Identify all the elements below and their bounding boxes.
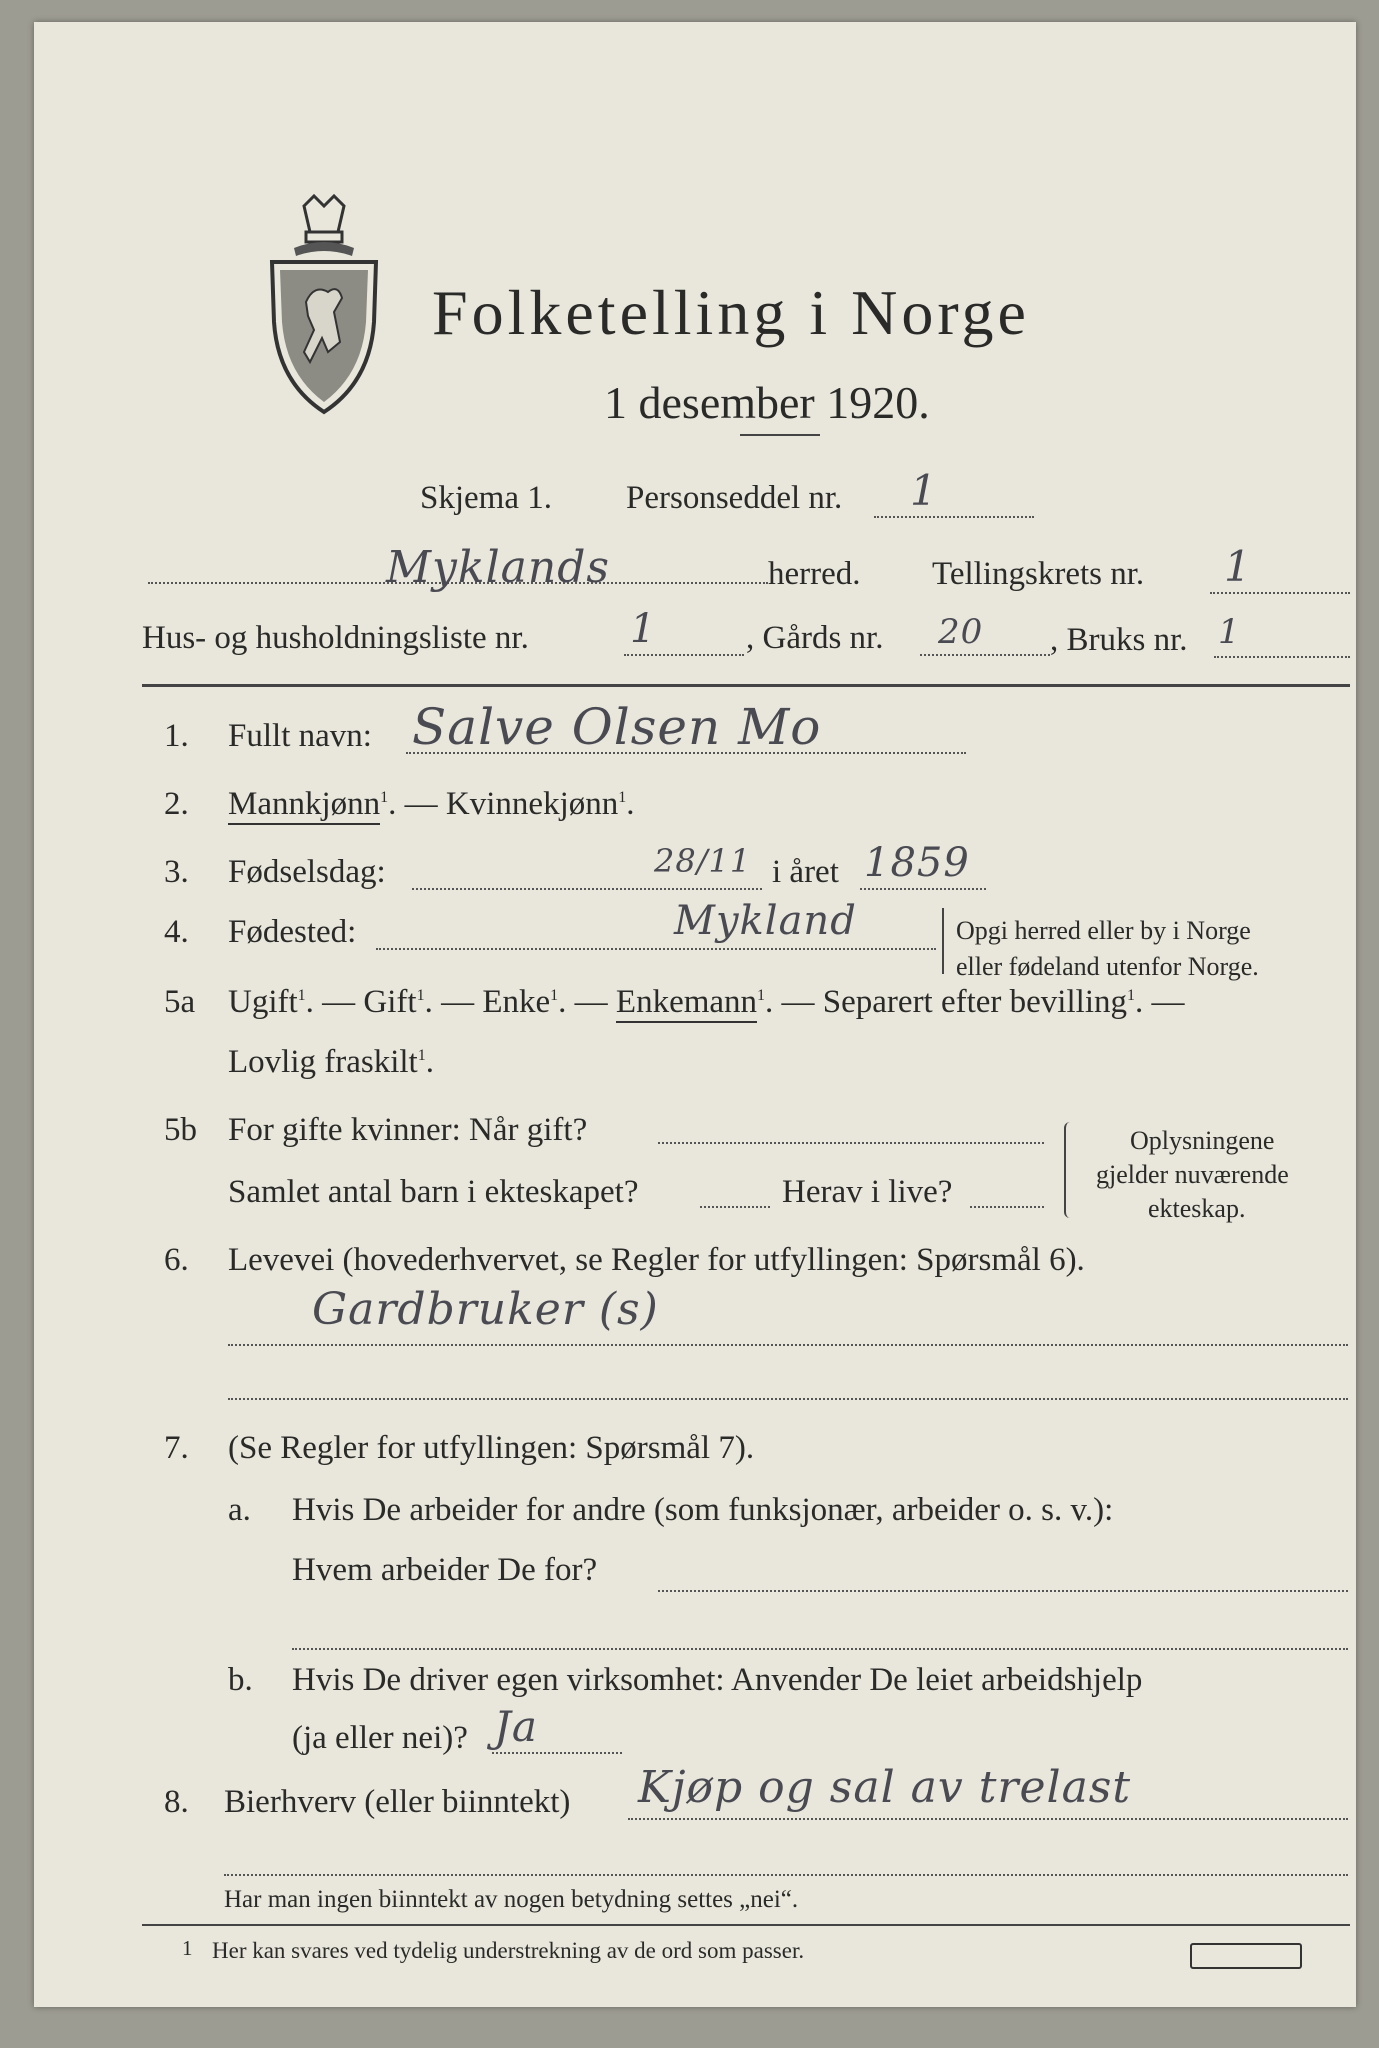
q8-answer: Kjøp og sal av trelast (638, 1762, 1132, 1813)
footer-rule (142, 1924, 1350, 1926)
bruks-line (1214, 656, 1350, 658)
q3-number: 3. (164, 854, 189, 890)
gards-line (920, 654, 1050, 656)
q7a-label1: Hvis De arbeider for andre (som funksjonær, arbeider o. s. v.): (292, 1492, 1114, 1528)
q1-number: 1. (164, 718, 189, 754)
q3-day-line (412, 888, 762, 890)
q3-year-value: 1859 (864, 840, 970, 886)
q2-number: 2. (164, 786, 189, 822)
q5b-brace (1064, 1122, 1072, 1218)
printer-stamp (1190, 1943, 1302, 1969)
q6-label: Levevei (hovederhvervet, se Regler for utfyllingen: Spørsmål 6). (228, 1242, 1085, 1278)
form-date: 1 desember 1920. (604, 377, 930, 428)
census-form (34, 22, 1356, 2007)
q5b-line1 (658, 1142, 1044, 1144)
q6-answer: Gardbruker (s) (312, 1284, 659, 1335)
q5b-label1: For gifte kvinner: Når gift? (228, 1112, 588, 1148)
q3-year-line (860, 888, 986, 890)
tellingskrets-label: Tellingskrets nr. (932, 556, 1145, 592)
personseddel-value: 1 (910, 466, 938, 515)
header-rule (142, 684, 1350, 687)
q6-line1 (228, 1344, 1348, 1346)
gards-label: , Gårds nr. (746, 620, 884, 656)
q7a-label2: Hvem arbeider De for? (292, 1552, 598, 1588)
husholdningsliste-label: Hus- og husholdningsliste nr. (142, 620, 529, 656)
q8-label: Bierhverv (eller biinntekt) (224, 1784, 571, 1820)
q4-brace (942, 908, 948, 974)
q1-label: Fullt navn: (228, 718, 372, 754)
q7b-line (492, 1752, 622, 1754)
q5b-note-line2: gjelder nuværende (1096, 1160, 1289, 1189)
coat-of-arms-icon (264, 192, 384, 417)
q2-option-kvinne: Kvinnekjønn (445, 786, 619, 822)
footnote-mark: 1 (182, 1936, 193, 1960)
q4-note-line2: eller fødeland utenfor Norge. (956, 952, 1259, 981)
q8-line1 (628, 1818, 1348, 1820)
q5b-label3: Herav i live? (782, 1174, 953, 1210)
q7b-label1: Hvis De driver egen virksomhet: Anvender De leiet arbeidshjelp (292, 1662, 1143, 1698)
tellingskrets-line (1210, 592, 1350, 594)
q4-line (376, 948, 936, 950)
q8-number: 8. (164, 1784, 189, 1820)
q5a-options: Ugift$^1$. — Gift$^1$. — Enke$^1$. — Enkemann$^1$. — Separert efter bevilling$^1$. — (228, 984, 1184, 1021)
title-rule (740, 434, 820, 436)
footnote-text: Her kan svares ved tydelig understrekning av de ord som passer. (212, 1938, 805, 1963)
q2-text: Mannkjønn$^1$. — Kvinnekjønn$^1$. (228, 786, 635, 823)
q5a-fraskilt: Lovlig fraskilt$^1$. (228, 1044, 434, 1080)
q7b-answer: Ja (494, 1702, 538, 1751)
q7a-letter: a. (228, 1492, 251, 1528)
q3-day-value: 28/11 (654, 842, 752, 880)
q7-number: 7. (164, 1430, 189, 1466)
q3-year-label: i året (772, 854, 839, 890)
personseddel-label: Personseddel nr. (626, 480, 843, 516)
q7a-line1 (658, 1590, 1348, 1592)
q5b-line2 (700, 1206, 770, 1208)
q5b-note-line1: Oplysningene (1130, 1126, 1275, 1155)
q7a-line2 (292, 1648, 1348, 1650)
q3-label: Fødselsdag: (228, 854, 386, 890)
q4-number: 4. (164, 914, 189, 950)
q5b-label2: Samlet antal barn i ekteskapet? (228, 1174, 639, 1210)
husholdningsliste-line (624, 654, 744, 656)
q7b-label2: (ja eller nei)? (292, 1720, 468, 1756)
q8-line2 (224, 1874, 1348, 1876)
q1-answer: Salve Olsen Mo (412, 698, 822, 756)
herred-value: Myklands (386, 542, 610, 593)
q8-note: Har man ingen biinntekt av nogen betydning settes „nei“. (224, 1886, 799, 1913)
skjema-label: Skjema 1. (420, 480, 552, 516)
q7-label: (Se Regler for utfyllingen: Spørsmål 7). (228, 1430, 755, 1466)
q4-note-line1: Opgi herred eller by i Norge (956, 916, 1251, 945)
bruks-label: , Bruks nr. (1050, 622, 1188, 658)
q4-answer: Mykland (674, 898, 857, 944)
q6-line2 (228, 1398, 1348, 1400)
q5b-note-line3: ekteskap. (1148, 1194, 1246, 1223)
q5b-number: 5b (164, 1112, 197, 1148)
q2-option-mann: Mannkjønn (228, 786, 380, 825)
form-title: Folketelling i Norge (432, 277, 1030, 348)
husholdningsliste-value: 1 (630, 606, 657, 652)
q5b-line3 (970, 1206, 1044, 1208)
tellingskrets-value: 1 (1224, 542, 1252, 591)
bruks-value: 1 (1218, 612, 1241, 652)
q5a-number: 5a (164, 984, 196, 1020)
gards-value: 20 (938, 612, 984, 652)
herred-label: herred. (768, 556, 861, 592)
q5a-enkemann: Enkemann (616, 984, 757, 1023)
q6-number: 6. (164, 1242, 189, 1278)
personseddel-line (874, 516, 1034, 518)
q4-label: Fødested: (228, 914, 357, 950)
q7b-letter: b. (228, 1662, 253, 1698)
